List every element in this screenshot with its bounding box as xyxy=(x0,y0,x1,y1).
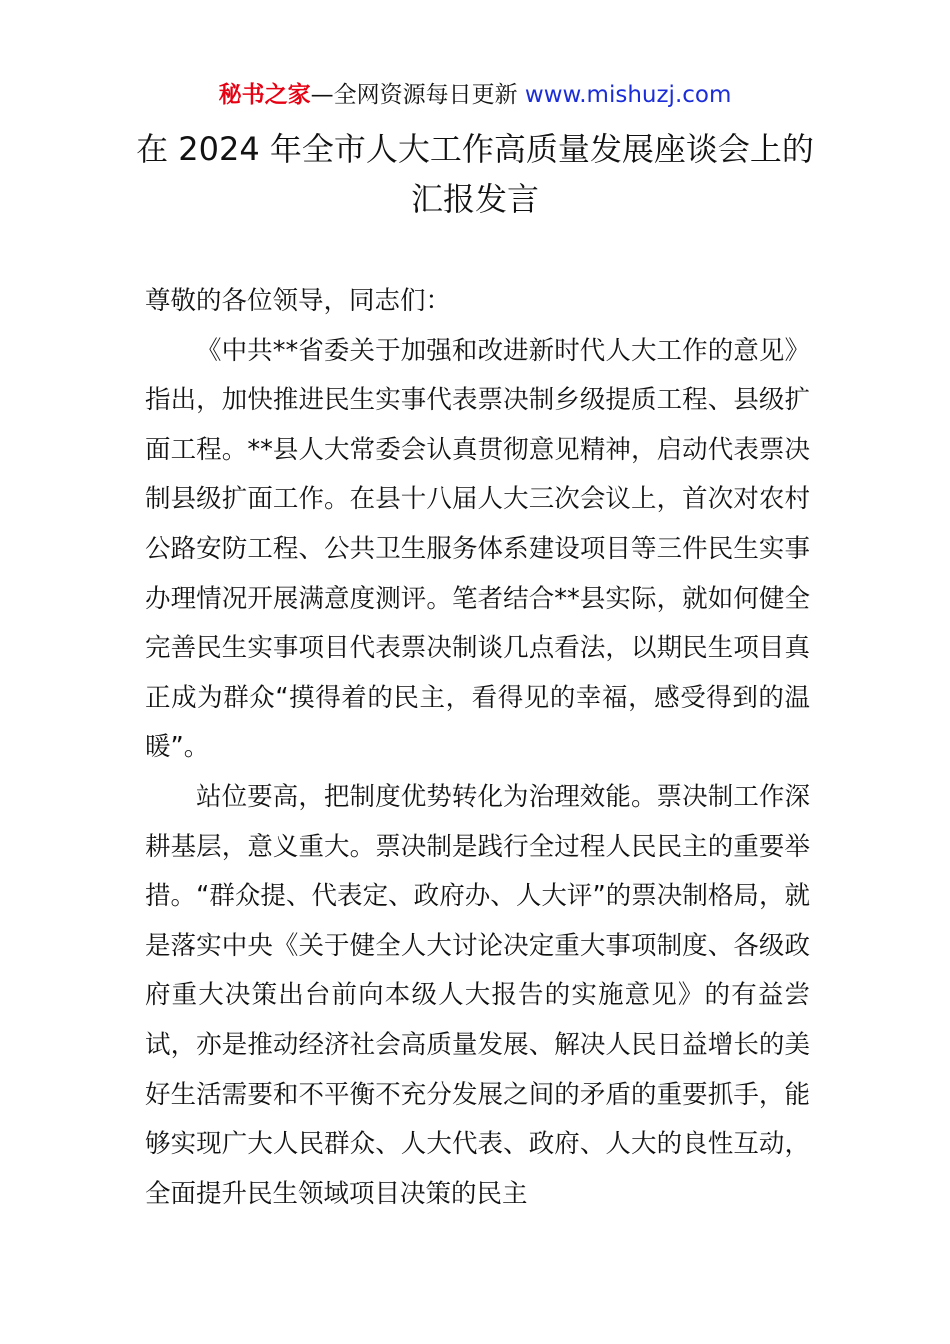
paragraph-2: 站位要高，把制度优势转化为治理效能。票决制工作深耕基层，意义重大。票决制是践行全过程人民民主的重要举措。“群众提、代表定、政府办、人大评”的票决制格局，就是落实中央《关于健全人大讨论决定重大事项制度、各级政府重大决策出台前向本级人大报告的实施意见》的有益尝试，亦是推动经济社会高质量发展、解决人民日益增长的美好生活需要和不平衡不充分发展之间的矛盾的重要抓手，能够实现广大人民群众、人大代表、政府、人大的良性互动，全面提升民生领域项目决策的民主 xyxy=(145,781,810,1209)
document-title xyxy=(0,124,950,224)
header-tagline: —全网资源每日更新 xyxy=(310,82,525,108)
document-body xyxy=(145,277,810,1219)
brand-name: 秘书之家 xyxy=(218,82,311,108)
title-line-2: 汇报发言 xyxy=(410,180,539,218)
site-url-link[interactable]: www.mishuzj.com xyxy=(524,82,732,108)
paragraph-1: 《中共**省委关于加强和改进新时代人大工作的意见》指出，加快推进民生实事代表票决制乡级提质工程、县级扩面工程。**县人大常委会认真贯彻意见精神，启动代表票决制县级扩面工作。在县十八届人大三次会议上，首次对农村公路安防工程、公共卫生服务体系建设项目等三件民生实事办理情况开展满意度测评。笔者结合**县实际，就如何健全完善民生实事项目代表票决制谈几点看法，以期民生项目真正成为群众“摸得着的民主，看得见的幸福，感受得到的温暖”。 xyxy=(145,335,810,763)
salutation: 尊敬的各位领导，同志们： xyxy=(145,286,452,316)
site-header xyxy=(0,78,950,112)
title-line-1: 在 2024 年全市人大工作高质量发展座谈会上的 xyxy=(136,130,814,168)
